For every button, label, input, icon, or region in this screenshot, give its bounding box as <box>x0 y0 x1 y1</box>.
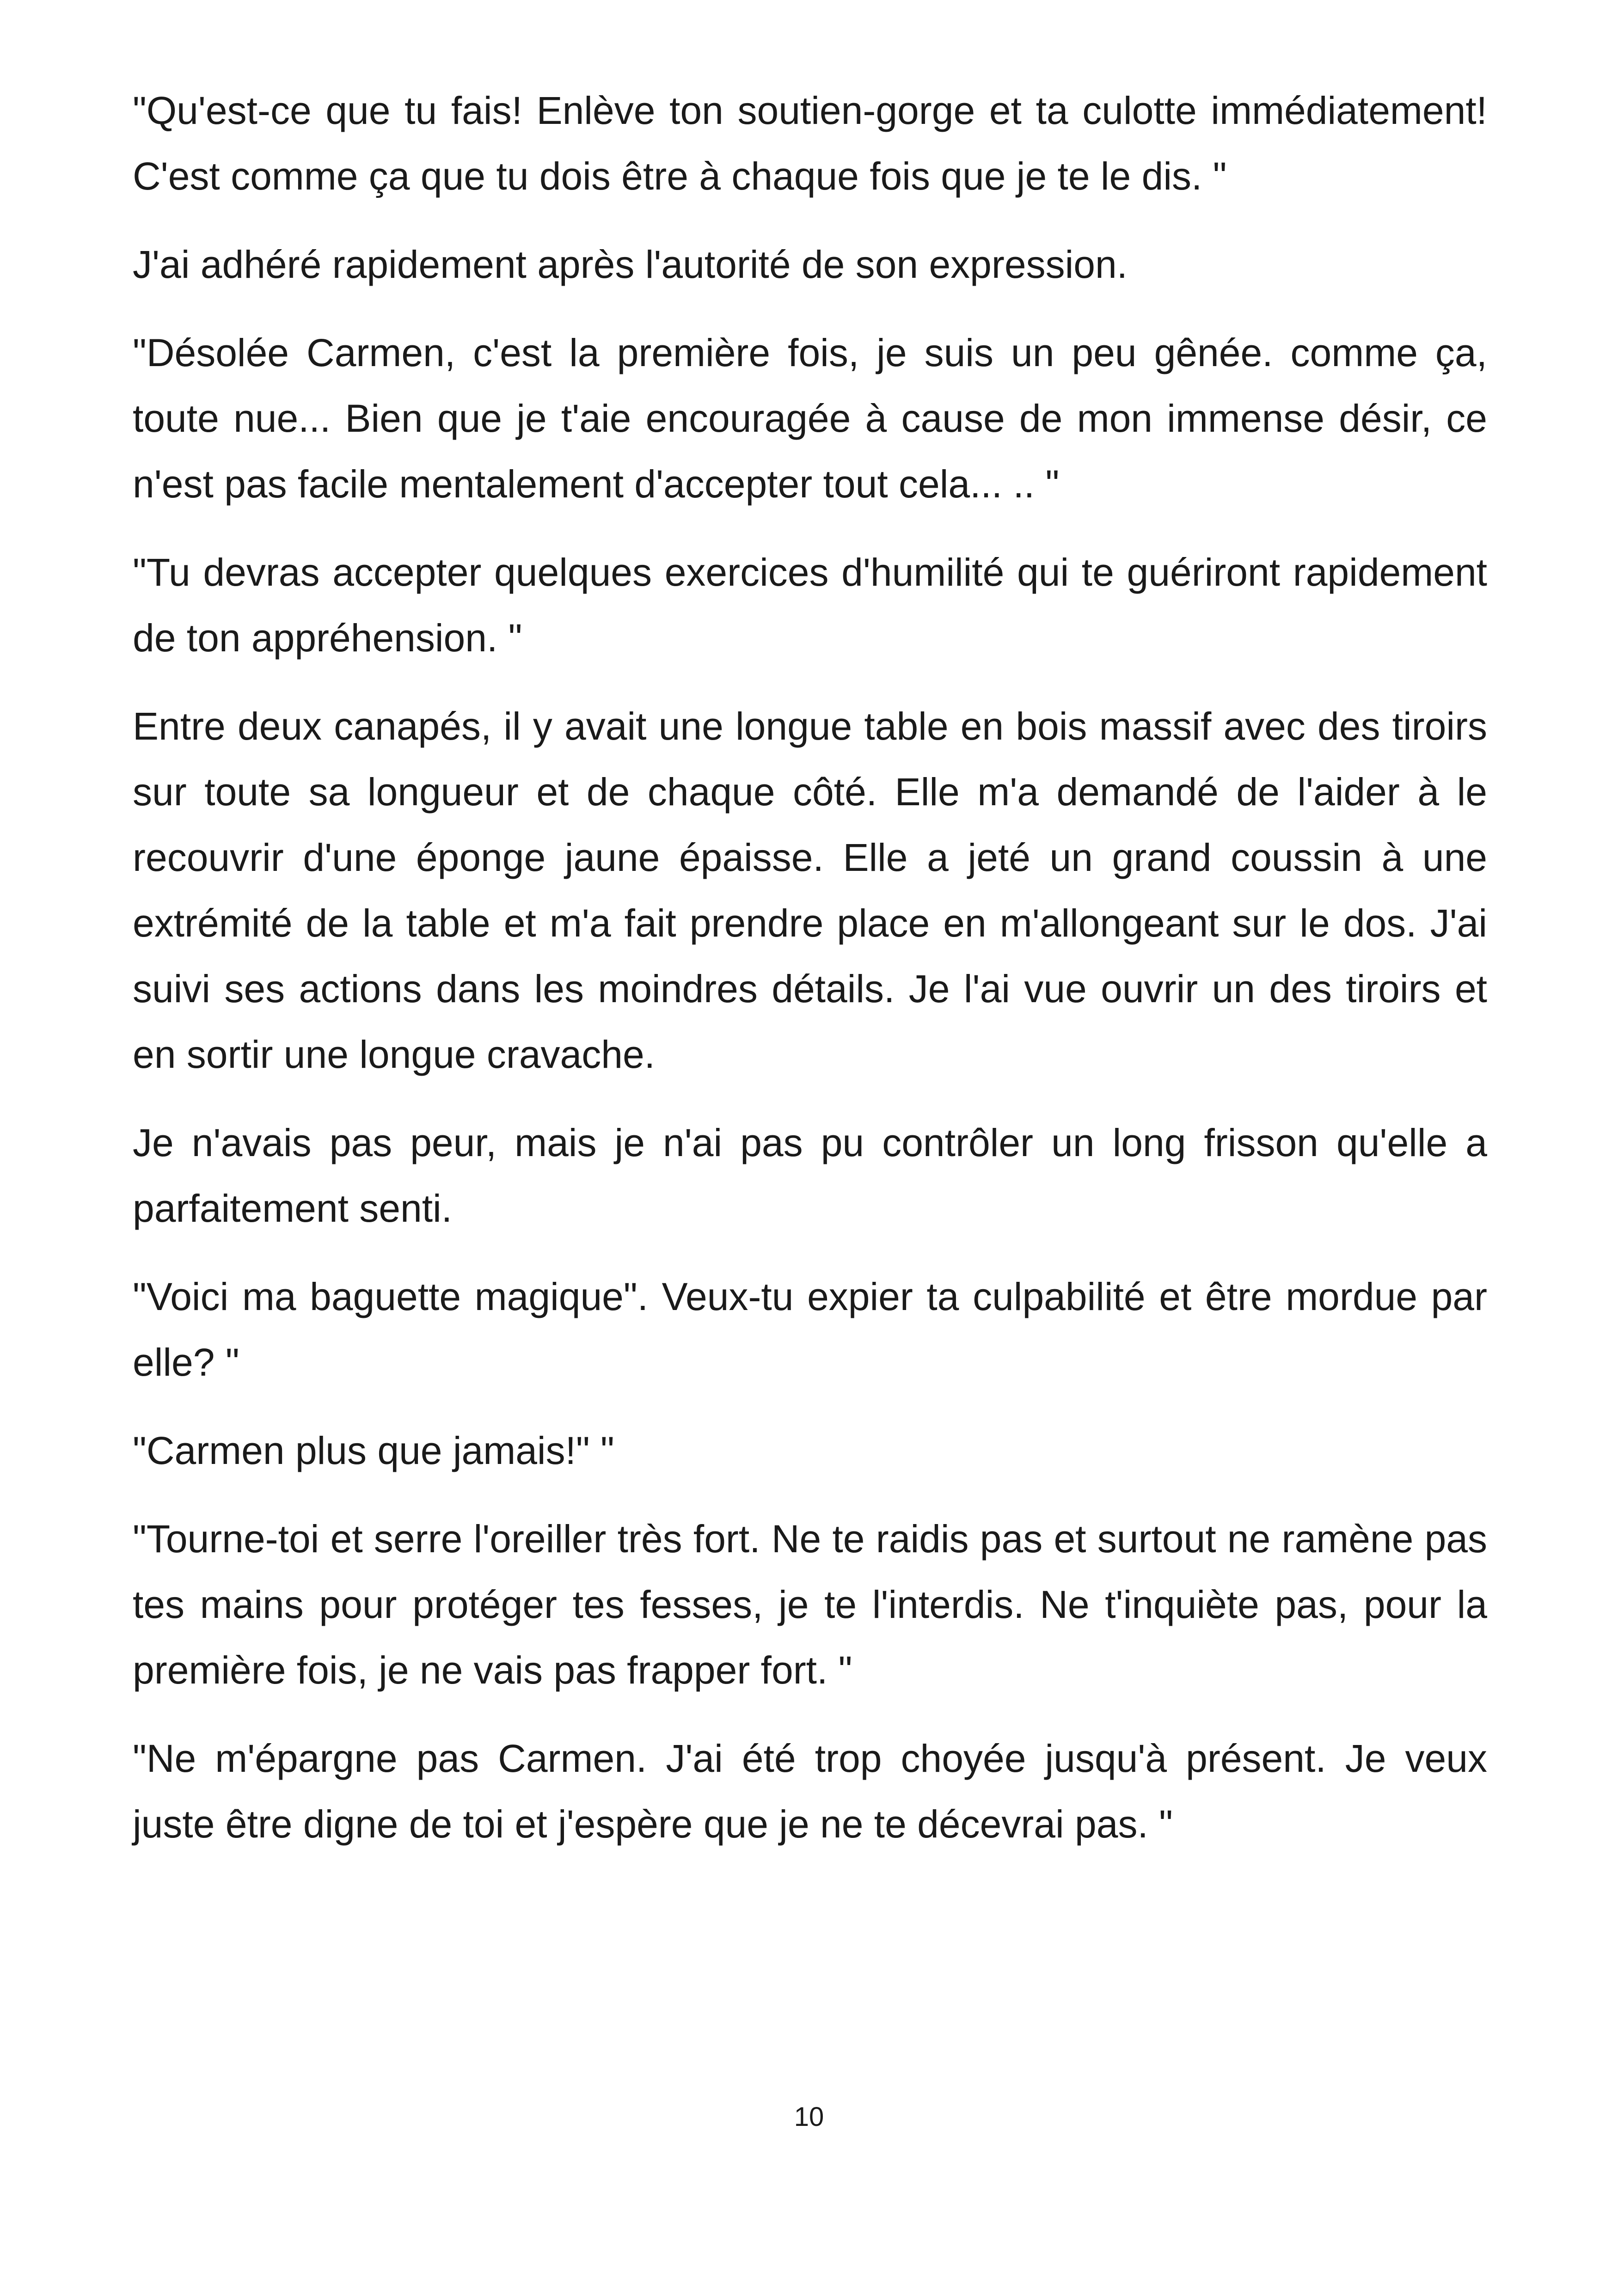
page-number: 10 <box>794 2102 824 2132</box>
paragraph-2: J'ai adhéré rapidement après l'autorité de son expression. <box>133 243 1128 286</box>
paragraph-3: "Désolée Carmen, c'est la première fois, je suis un peu gênée. comme ça, toute nue... Bien que je t'aie encouragée à cause de mon immense désir, ce n'est pas facile mentalement d'accepter tout cela... .. " <box>133 331 1487 506</box>
paragraph-7: "Voici ma baguette magique". Veux-tu expier ta culpabilité et être mordue par elle? " <box>133 1275 1487 1384</box>
paragraph-8: "Carmen plus que jamais!" " <box>133 1429 614 1472</box>
paragraph-4: "Tu devras accepter quelques exercices d'humilité qui te guériront rapidement de ton appréhension. " <box>133 551 1487 660</box>
paragraph-1: "Qu'est-ce que tu fais! Enlève ton soutien-gorge et ta culotte immédiatement! C'est comme ça que tu dois être à chaque fois que je te le dis. " <box>133 89 1487 198</box>
paragraph-6: Je n'avais pas peur, mais je n'ai pas pu contrôler un long frisson qu'elle a parfaitement senti. <box>133 1121 1487 1230</box>
paragraph-10: "Ne m'épargne pas Carmen. J'ai été trop choyée jusqu'à présent. Je veux juste être digne de toi et j'espère que je ne te décevrai pas. " <box>133 1737 1487 1846</box>
page-body <box>133 78 1487 1880</box>
paragraph-5: Entre deux canapés, il y avait une longue table en bois massif avec des tiroirs sur toute sa longueur et de chaque côté. Elle m'a demandé de l'aider à le recouvrir d'une éponge jaune épaisse. Elle a jeté un grand coussin à une extrémité de la table et m'a fait prendre place en m'allongeant sur le dos. J'ai suivi ses actions dans les moindres détails. Je l'ai vue ouvrir un des tiroirs et en sortir une longue cravache. <box>133 704 1487 1076</box>
paragraph-9: "Tourne-toi et serre l'oreiller très fort. Ne te raidis pas et surtout ne ramène pas tes mains pour protéger tes fesses, je te l'interdis. Ne t'inquiète pas, pour la première fois, je ne vais pas frapper fort. " <box>133 1517 1487 1692</box>
